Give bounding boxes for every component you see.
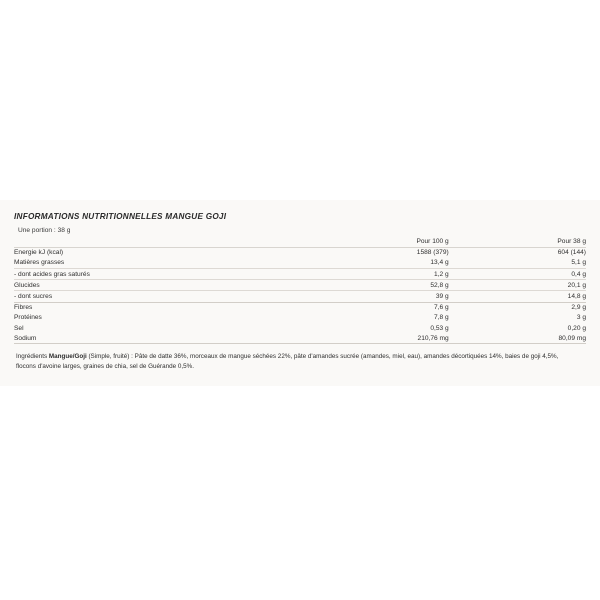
table-row [14, 268, 586, 279]
row-value-38g: 14,8 g [449, 291, 586, 302]
row-value-100g: 7,8 g [434, 314, 449, 322]
row-value-100g: 0,53 g [430, 324, 449, 332]
nutrition-table [14, 236, 586, 344]
row-value-38g: 20,1 g [449, 280, 586, 291]
nutrition-panel-inner [0, 200, 600, 386]
row-value-100g: 13,4 g [277, 258, 449, 269]
column-header-per-38g: Pour 38 g [449, 236, 586, 247]
ingredients-product-name: Mangue/Goji [48, 353, 87, 361]
nutrition-panel [0, 200, 600, 386]
row-value-100g: 39 g [277, 291, 449, 302]
row-label: Sel [14, 324, 24, 332]
row-value-38g: 80,09 mg [449, 333, 586, 344]
portion-note: Une portion : 38 g [18, 227, 71, 234]
row-value-38g: 0,20 g [567, 324, 586, 332]
table-row [14, 280, 586, 291]
table-row [14, 291, 586, 302]
row-value-100g: 52,8 g [277, 280, 449, 291]
column-header-per-100g: Pour 100 g [277, 236, 449, 247]
row-value-100g: 210,76 mg [277, 333, 449, 344]
table-row [14, 247, 586, 258]
ingredients-paragraph [14, 352, 586, 372]
row-value-100g: 1588 (379) [416, 249, 449, 257]
table-row [14, 313, 586, 323]
row-value-38g: 604 (144) [557, 249, 586, 257]
row-value-38g: 5,1 g [449, 258, 586, 269]
column-header-label [14, 236, 277, 247]
row-label: - dont acides gras saturés [14, 268, 277, 279]
row-label: Glucides [14, 280, 277, 291]
row-label: - dont sucres [14, 291, 277, 302]
row-label: Sodium [14, 333, 277, 344]
nutrition-table-body [14, 247, 586, 344]
table-row [14, 258, 586, 269]
row-value-38g: 2,9 g [571, 304, 586, 312]
table-row [14, 302, 586, 313]
row-label: Fibres [14, 304, 33, 312]
row-value-38g: 3 g [576, 314, 586, 322]
row-value-100g: 7,6 g [434, 304, 449, 312]
nutrition-table-head [14, 236, 586, 247]
table-row [14, 323, 586, 333]
table-row [14, 333, 586, 344]
table-header-row [14, 236, 586, 247]
ingredients-prefix: Ingrédients [16, 353, 49, 361]
row-label: Matières grasses [14, 258, 277, 269]
row-value-100g: 1,2 g [277, 268, 449, 279]
row-value-38g: 0,4 g [449, 268, 586, 279]
row-label: Energie kJ (kcal) [14, 249, 64, 257]
row-label: Protéines [14, 314, 42, 322]
nutrition-title: INFORMATIONS NUTRITIONNELLES MANGUE GOJI [14, 212, 227, 221]
ingredients-text: (Simple, fruité) : Pâte de datte 36%, morceaux de mangue séchées 22%, pâte d'amandes sucrée (amandes, miel, eau), amandes décortiquées 14%, baies de goji 4,5%, flocons d'avoine larges, graines de chia, sel de Guérande 0,5%. [16, 353, 559, 371]
